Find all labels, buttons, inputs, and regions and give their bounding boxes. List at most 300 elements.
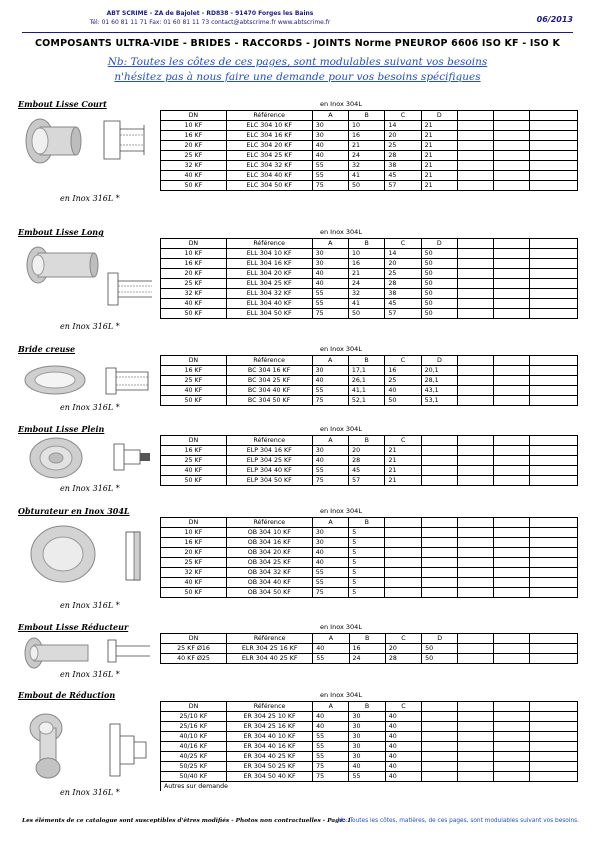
table-header-cell: DN <box>161 356 227 366</box>
table-cell: 45 <box>349 466 385 476</box>
table-cell <box>457 269 493 279</box>
table-header-cell <box>458 634 494 644</box>
table-cell <box>493 538 529 548</box>
table-cell <box>494 269 530 279</box>
table-row <box>161 456 578 466</box>
table-cell <box>530 762 578 772</box>
table-header-cell <box>494 634 530 644</box>
table-cell <box>494 476 530 486</box>
table-header-cell: A <box>313 702 349 712</box>
table-header-row <box>161 356 578 366</box>
table-cell: 10 KF <box>161 121 227 131</box>
table-cell: 21 <box>421 141 457 151</box>
table-cell <box>493 548 529 558</box>
table-row <box>161 269 578 279</box>
table-cell: 75 <box>312 396 348 406</box>
table-cell: 30 <box>312 249 348 259</box>
table-cell: 50 KF <box>161 309 227 319</box>
table-cell: ELL 304 10 KF <box>226 249 312 259</box>
table-cell <box>421 568 457 578</box>
table-cell: 55 <box>312 466 348 476</box>
table-cell: 16 KF <box>161 131 227 141</box>
table-row <box>161 588 578 598</box>
table-header-cell <box>530 702 578 712</box>
table-cell: 10 <box>349 249 385 259</box>
inox-316-note: en Inox 316L * <box>60 484 120 493</box>
table-cell <box>493 578 529 588</box>
table-cell: 28 <box>349 456 385 466</box>
table-cell <box>458 141 494 151</box>
table-header-cell: Référence <box>226 518 312 528</box>
table-cell <box>530 131 578 141</box>
table-cell: 16 <box>349 131 385 141</box>
table-header-cell: DN <box>161 702 227 712</box>
table-header-cell <box>457 518 493 528</box>
table-cell <box>530 309 578 319</box>
table-cell <box>458 396 494 406</box>
table-row <box>161 249 578 259</box>
table-row <box>161 654 578 664</box>
table-cell <box>457 289 493 299</box>
table-cell: 16 KF <box>161 446 227 456</box>
table-cell <box>385 548 421 558</box>
table-cell <box>494 151 530 161</box>
embout-long-drawing <box>104 267 156 311</box>
table-cell <box>530 446 578 456</box>
footer-nb-note: Nb: Toutes les côtes, matières, de ces pages, sont modulables suivant vos besoins. <box>337 818 579 824</box>
table-cell: 21 <box>421 121 457 131</box>
table-header-cell: DN <box>161 239 227 249</box>
table-cell: ELC 304 16 KF <box>226 131 312 141</box>
table-cell: ELL 304 20 KF <box>226 269 312 279</box>
table-header-cell <box>457 436 493 446</box>
table-cell: 32 <box>349 289 385 299</box>
table-header-cell: B <box>349 634 385 644</box>
table-cell <box>530 732 578 742</box>
table-header-row <box>161 518 578 528</box>
section-embout-lisse-reducteur <box>18 622 578 684</box>
spec-table <box>160 435 578 486</box>
table-cell: ELR 304 40 25 KF <box>227 654 313 664</box>
table-cell <box>494 732 530 742</box>
section-title: Embout Lisse Plein <box>18 424 105 434</box>
section-obturateur <box>18 506 578 616</box>
table-cell <box>458 742 494 752</box>
table-cell: 38 <box>385 289 421 299</box>
table-cell: 21 <box>349 141 385 151</box>
table-cell <box>457 466 493 476</box>
table-cell <box>530 161 578 171</box>
table-cell: 5 <box>349 558 385 568</box>
table-cell: 30 <box>349 752 385 762</box>
table-cell: 75 <box>312 588 348 598</box>
table-cell <box>530 171 578 181</box>
table-cell: 40 KF <box>161 299 227 309</box>
table-cell <box>493 558 529 568</box>
table-cell <box>421 456 457 466</box>
table-cell: 5 <box>349 528 385 538</box>
table-cell: 28 <box>385 279 421 289</box>
table-row <box>161 289 578 299</box>
table-header-cell: B <box>349 518 385 528</box>
table-cell <box>421 446 457 456</box>
table-cell: 30 <box>312 528 348 538</box>
table-cell: 28 <box>385 654 421 664</box>
table-header-cell <box>530 111 578 121</box>
table-cell: 16 <box>349 259 385 269</box>
table-cell: ER 304 25 16 KF <box>227 722 313 732</box>
table-cell <box>494 181 530 191</box>
table-cell: 45 <box>385 299 421 309</box>
table-header-cell <box>494 111 530 121</box>
table-cell <box>530 376 578 386</box>
table-cell: 55 <box>312 289 348 299</box>
table-header-cell <box>493 518 529 528</box>
table-cell <box>458 121 494 131</box>
table-cell <box>494 762 530 772</box>
table-cell: 40 <box>385 772 421 782</box>
table-cell: 40 <box>312 279 348 289</box>
table-header-cell: A <box>313 634 349 644</box>
table-cell <box>494 644 530 654</box>
table-cell <box>494 161 530 171</box>
table-row <box>161 299 578 309</box>
section-material: en Inox 304L <box>320 691 362 699</box>
table-header-cell: A <box>312 111 348 121</box>
table-cell <box>494 131 530 141</box>
footer-disclaimer: Les éléments de ce catalogue sont susceptibles d'êtres modifiés - Photos non contractuelles - Page: 1 <box>22 818 352 824</box>
table-cell <box>458 762 494 772</box>
table-header-cell: B <box>349 436 385 446</box>
table-cell: 16 <box>385 366 421 376</box>
table-cell <box>458 181 494 191</box>
table-cell: ER 304 25 10 KF <box>227 712 313 722</box>
table-cell: 50 <box>421 299 457 309</box>
table-cell: 20 <box>385 644 421 654</box>
table-cell <box>530 289 578 299</box>
table-cell: 55 <box>312 299 348 309</box>
table-cell: 25 <box>385 141 421 151</box>
table-cell <box>457 528 493 538</box>
table-cell: 40 <box>312 558 348 568</box>
table-header-cell <box>530 239 578 249</box>
embout-reducteur-photo <box>22 636 94 670</box>
section-material: en Inox 304L <box>320 623 362 631</box>
embout-reduction-drawing <box>106 720 154 780</box>
table-cell <box>530 269 578 279</box>
inox-316-note: en Inox 316L * <box>60 670 120 679</box>
table-row <box>161 279 578 289</box>
section-title: Obturateur en Inox 304L <box>18 506 130 516</box>
table-header-cell <box>457 239 493 249</box>
table-cell <box>530 386 578 396</box>
table-cell: 40 KF <box>161 578 227 588</box>
table-cell <box>530 558 578 568</box>
table-cell <box>458 654 494 664</box>
table-cell: 40 <box>313 644 349 654</box>
table-cell <box>530 299 578 309</box>
table-row <box>161 121 578 131</box>
table-cell <box>494 742 530 752</box>
table-cell <box>494 446 530 456</box>
table-cell: 25 KF <box>161 456 227 466</box>
table-cell <box>458 752 494 762</box>
section-embout-lisse-long <box>18 227 578 337</box>
table-cell <box>493 588 529 598</box>
table-cell: 50 <box>421 309 457 319</box>
table-header-cell: B <box>349 239 385 249</box>
table-cell <box>421 578 457 588</box>
table-cell <box>494 279 530 289</box>
embout-plein-photo <box>26 436 90 480</box>
table-cell: 40 <box>312 456 348 466</box>
table-row <box>161 181 578 191</box>
table-cell: 20 KF <box>161 141 227 151</box>
table-cell: 40/16 KF <box>161 742 227 752</box>
table-cell: 32 KF <box>161 161 227 171</box>
table-cell: 30 <box>349 712 385 722</box>
table-cell: 40 KF <box>161 386 227 396</box>
table-cell <box>530 538 578 548</box>
company-header <box>0 9 420 27</box>
table-cell: 50 KF <box>161 181 227 191</box>
table-cell <box>530 722 578 732</box>
table-header-cell: Référence <box>226 436 312 446</box>
section-material: en Inox 304L <box>320 228 362 236</box>
table-cell: 40 <box>312 151 348 161</box>
table-cell <box>530 752 578 762</box>
table-cell: 28,1 <box>421 376 458 386</box>
table-cell <box>385 538 421 548</box>
table-cell: 50/25 KF <box>161 762 227 772</box>
table-cell <box>494 249 530 259</box>
section-title: Embout de Réduction <box>18 690 116 700</box>
table-row <box>161 742 578 752</box>
table-header-cell <box>421 518 457 528</box>
table-cell <box>421 466 457 476</box>
table-cell <box>422 772 458 782</box>
table-cell: 25 <box>385 376 421 386</box>
table-cell: 5 <box>349 548 385 558</box>
table-row <box>161 528 578 538</box>
table-header-cell: A <box>312 239 348 249</box>
table-header-cell <box>530 518 578 528</box>
inox-316-note: en Inox 316L * <box>60 322 120 331</box>
table-cell <box>494 141 530 151</box>
table-header-cell <box>494 702 530 712</box>
table-cell: 21 <box>385 446 421 456</box>
table-header-cell: Référence <box>226 239 312 249</box>
table-cell: 24 <box>349 279 385 289</box>
table-row <box>161 762 578 772</box>
table-cell: ELC 304 32 KF <box>226 161 312 171</box>
table-cell: ELP 304 16 KF <box>226 446 312 456</box>
table-cell <box>421 528 457 538</box>
spec-table <box>160 110 578 191</box>
table-row <box>161 568 578 578</box>
table-cell <box>494 309 530 319</box>
table-header-cell: D <box>421 356 458 366</box>
table-cell <box>530 742 578 752</box>
table-cell <box>494 456 530 466</box>
table-header-cell: C <box>385 239 421 249</box>
table-header-row <box>161 634 578 644</box>
table-row <box>161 558 578 568</box>
table-cell: 20 KF <box>161 548 227 558</box>
table-cell: 40 KF Ø25 <box>161 654 227 664</box>
table-cell: 53,1 <box>421 396 458 406</box>
table-cell: ELL 304 25 KF <box>226 279 312 289</box>
embout-plein-drawing <box>110 440 154 474</box>
table-cell <box>422 762 458 772</box>
table-header-cell: B <box>349 111 385 121</box>
table-cell: 55 <box>349 772 385 782</box>
table-cell: 55 <box>312 578 348 588</box>
table-row <box>161 578 578 588</box>
table-cell: 50 <box>422 644 458 654</box>
document-date: 06/2013 <box>536 15 573 24</box>
table-row <box>161 476 578 486</box>
table-cell <box>530 654 578 664</box>
table-header-cell: Référence <box>226 111 312 121</box>
table-cell <box>530 548 578 558</box>
inox-316-note: en Inox 316L * <box>60 403 120 412</box>
table-cell <box>494 366 530 376</box>
table-cell: 40 <box>312 141 348 151</box>
bride-creuse-drawing <box>102 364 152 398</box>
table-cell: 21 <box>421 161 457 171</box>
table-cell <box>457 299 493 309</box>
table-header-cell <box>530 436 578 446</box>
table-cell: 30 <box>312 259 348 269</box>
table-cell: 26,1 <box>348 376 385 386</box>
table-cell: 75 <box>312 181 348 191</box>
table-header-cell <box>494 239 530 249</box>
table-header-row <box>161 239 578 249</box>
table-header-row <box>161 702 578 712</box>
table-row <box>161 772 578 782</box>
spec-table <box>160 517 578 598</box>
table-cell: 25 KF Ø16 <box>161 644 227 654</box>
table-cell: 57 <box>349 476 385 486</box>
table-cell: 41,1 <box>348 386 385 396</box>
section-embout-lisse-plein <box>18 424 578 496</box>
table-row <box>161 171 578 181</box>
table-cell: 40 <box>349 762 385 772</box>
spec-table <box>160 701 578 791</box>
table-cell: ER 304 50 25 KF <box>227 762 313 772</box>
inox-316-note: en Inox 316L * <box>60 194 120 203</box>
table-row <box>161 366 578 376</box>
table-header-cell: D <box>422 634 458 644</box>
table-cell <box>493 568 529 578</box>
table-cell: 32 KF <box>161 568 227 578</box>
table-cell: 41 <box>349 171 385 181</box>
table-cell: 50/40 KF <box>161 772 227 782</box>
table-cell <box>494 386 530 396</box>
table-cell: 21 <box>385 466 421 476</box>
embout-reducteur-drawing <box>104 636 154 666</box>
table-header-cell: A <box>312 356 348 366</box>
table-cell: 75 <box>312 309 348 319</box>
table-header-cell <box>458 111 494 121</box>
table-cell: 55 <box>312 386 348 396</box>
table-note-row <box>161 782 578 792</box>
table-cell: 55 <box>312 568 348 578</box>
table-cell: 10 KF <box>161 249 227 259</box>
table-cell: 21 <box>349 269 385 279</box>
table-cell <box>457 476 493 486</box>
table-cell: 10 KF <box>161 528 227 538</box>
table-cell <box>457 456 493 466</box>
obturateur-drawing <box>120 528 154 584</box>
table-row <box>161 131 578 141</box>
section-material: en Inox 304L <box>320 345 362 353</box>
table-cell: OB 304 50 KF <box>226 588 312 598</box>
table-cell: 21 <box>421 171 457 181</box>
table-cell: ELC 304 10 KF <box>226 121 312 131</box>
table-cell: 25/10 KF <box>161 712 227 722</box>
table-header-cell: Référence <box>226 356 312 366</box>
table-cell: 40 <box>385 752 421 762</box>
table-cell <box>422 712 458 722</box>
table-cell <box>458 722 494 732</box>
table-cell: 20 <box>349 446 385 456</box>
table-cell <box>530 249 578 259</box>
table-header-cell: DN <box>161 518 227 528</box>
table-header-cell <box>422 702 458 712</box>
table-header-cell: DN <box>161 634 227 644</box>
table-note: Autres sur demande <box>161 782 578 792</box>
table-row <box>161 259 578 269</box>
table-cell: 5 <box>349 568 385 578</box>
table-header-cell <box>530 356 578 366</box>
table-cell: 50 <box>385 396 421 406</box>
table-cell: 55 <box>312 171 348 181</box>
table-cell <box>530 578 578 588</box>
table-cell: BC 304 16 KF <box>226 366 312 376</box>
table-cell <box>457 558 493 568</box>
table-row <box>161 446 578 456</box>
table-cell <box>494 299 530 309</box>
page-title: COMPOSANTS ULTRA-VIDE - BRIDES - RACCORDS - JOINTS Norme PNEUROP 6606 ISO KF - ISO K <box>34 38 561 49</box>
table-cell <box>457 578 493 588</box>
table-cell: 25/16 KF <box>161 722 227 732</box>
table-cell: 28 <box>385 151 421 161</box>
table-cell: 10 <box>349 121 385 131</box>
nb-note-line1: Nb: Toutes les côtes de ces pages, sont modulables suivant vos besoins <box>107 56 488 68</box>
table-cell <box>494 396 530 406</box>
table-cell: 50 <box>421 249 457 259</box>
table-cell: 75 <box>313 762 349 772</box>
table-cell <box>385 568 421 578</box>
section-title: Embout Lisse Réducteur <box>18 622 129 632</box>
table-cell: 57 <box>385 309 421 319</box>
table-cell: 55 <box>312 161 348 171</box>
embout-reduction-photo <box>24 706 94 786</box>
table-row <box>161 752 578 762</box>
header-divider <box>22 32 573 33</box>
table-cell: 16 KF <box>161 538 227 548</box>
table-cell: OB 304 10 KF <box>226 528 312 538</box>
table-cell <box>421 476 457 486</box>
table-cell <box>385 558 421 568</box>
table-header-cell <box>494 436 530 446</box>
company-name-line: ABT SCRIME - ZA de Bajolet - RD838 - 91470 Forges les Bains <box>106 10 314 17</box>
table-cell: 50 <box>421 259 457 269</box>
table-cell <box>458 131 494 141</box>
table-cell: 30 <box>312 446 348 456</box>
